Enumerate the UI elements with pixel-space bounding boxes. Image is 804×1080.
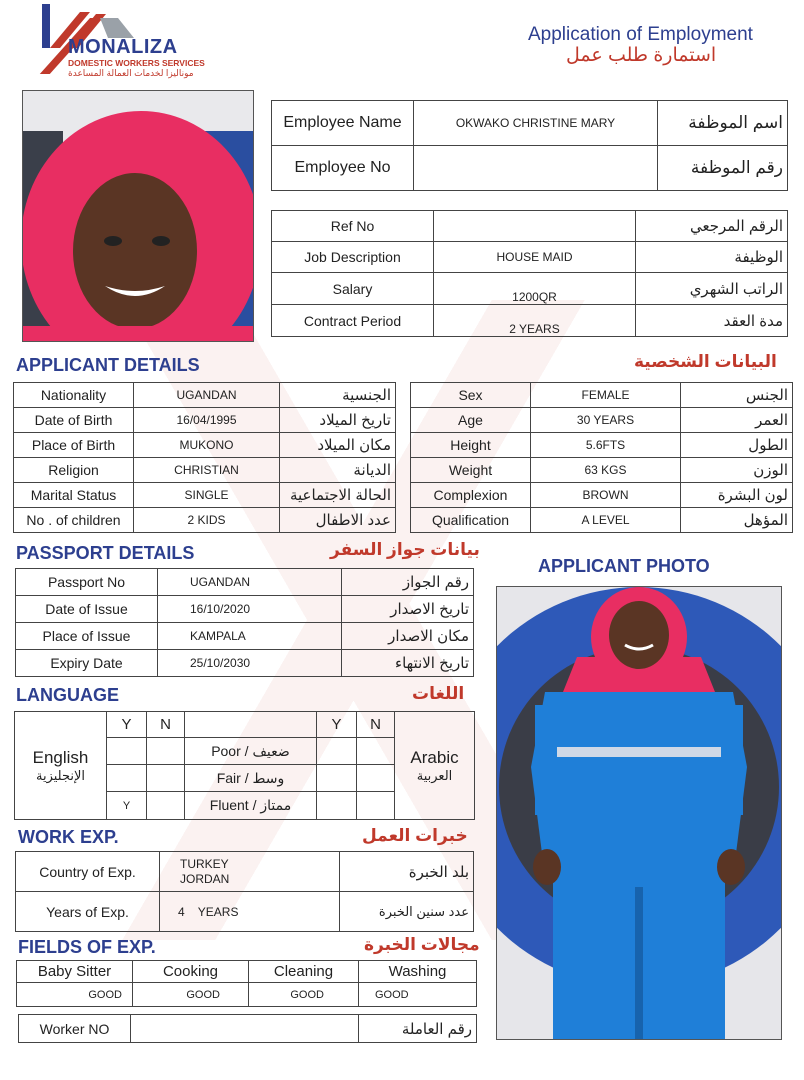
- field-washing-value: GOOD: [359, 983, 477, 1007]
- field-cleaning-value: GOOD: [249, 983, 359, 1007]
- field-baby-sitter-value: GOOD: [17, 983, 133, 1007]
- qualification-value: A LEVEL: [531, 508, 681, 533]
- english-fair-n: [147, 765, 185, 792]
- country-exp-value-2: JORDAN: [180, 871, 230, 886]
- english-fair-y: [107, 765, 147, 792]
- sex-value: FEMALE: [531, 383, 681, 408]
- height-arabic: الطول: [681, 433, 793, 458]
- religion-arabic: الديانة: [280, 458, 396, 483]
- brand-name: MONALIZA: [68, 36, 178, 58]
- fields-exp-table: [16, 960, 477, 1007]
- field-cooking-label: Cooking: [133, 961, 249, 983]
- employee-name-label: Employee Name: [272, 101, 414, 146]
- employee-table: [271, 100, 788, 191]
- age-arabic: العمر: [681, 408, 793, 433]
- job-description-label: Job Description: [272, 242, 434, 273]
- dob-arabic: تاريخ الميلاد: [280, 408, 396, 433]
- expiry-date-arabic: تاريخ الانتهاء: [342, 650, 474, 677]
- field-baby-sitter-label: Baby Sitter: [17, 961, 133, 983]
- job-description-arabic: الوظيفة: [636, 242, 788, 273]
- place-of-birth-label: Place of Birth: [14, 433, 134, 458]
- age-value: 30 YEARS: [531, 408, 681, 433]
- height-label: Height: [411, 433, 531, 458]
- passport-details-title: PASSPORT DETAILS: [16, 543, 195, 563]
- nationality-value: UGANDAN: [134, 383, 280, 408]
- worker-no-value: [131, 1015, 359, 1043]
- weight-label: Weight: [411, 458, 531, 483]
- complexion-label: Complexion: [411, 483, 531, 508]
- years-exp-arabic: عدد سنين الخبرة: [340, 892, 474, 932]
- arabic-y-header: Y: [317, 712, 357, 738]
- applicant-left-table: [13, 382, 396, 533]
- applicant-details-title-arabic: البيانات الشخصية: [634, 352, 777, 371]
- arabic-n-header: N: [357, 712, 395, 738]
- age-label: Age: [411, 408, 531, 433]
- work-exp-title: WORK EXP.: [18, 827, 119, 847]
- qualification-label: Qualification: [411, 508, 531, 533]
- employee-name-value: OKWAKO CHRISTINE MARY: [414, 101, 658, 146]
- worker-no-table: [18, 1014, 477, 1043]
- level-poor: Poor / ضعيف: [185, 738, 317, 765]
- fields-exp-title-arabic: مجالات الخبرة: [364, 935, 480, 954]
- applicant-details-title: APPLICANT DETAILS: [16, 355, 200, 375]
- dob-label: Date of Birth: [14, 408, 134, 433]
- english-fluent-n: [147, 792, 185, 820]
- nationality-arabic: الجنسية: [280, 383, 396, 408]
- weight-arabic: الوزن: [681, 458, 793, 483]
- place-of-birth-arabic: مكان الميلاد: [280, 433, 396, 458]
- language-table: [14, 711, 475, 820]
- children-arabic: عدد الاطفال: [280, 508, 396, 533]
- country-exp-label: Country of Exp.: [16, 852, 160, 892]
- expiry-date-label: Expiry Date: [16, 650, 158, 677]
- arabic-fluent-n: [357, 792, 395, 820]
- arabic-cell: [395, 712, 475, 820]
- applicant-portrait: [22, 90, 254, 342]
- applicant-photo-title: APPLICANT PHOTO: [538, 556, 710, 576]
- expiry-date-value: 25/10/2030: [158, 650, 342, 677]
- work-exp-table: [15, 851, 474, 932]
- contract-period-label: Contract Period: [272, 305, 434, 337]
- sex-arabic: الجنس: [681, 383, 793, 408]
- religion-label: Religion: [14, 458, 134, 483]
- country-exp-arabic: بلد الخبرة: [340, 852, 474, 892]
- job-description-value: HOUSE MAID: [434, 242, 636, 273]
- arabic-poor-y: [317, 738, 357, 765]
- level-fair: Fair / وسط: [185, 765, 317, 792]
- passport-no-label: Passport No: [16, 569, 158, 596]
- sex-label: Sex: [411, 383, 531, 408]
- dob-value: 16/04/1995: [134, 408, 280, 433]
- english-fluent-y: Y: [107, 792, 147, 820]
- english-arabic: الإنجليزية: [35, 767, 86, 783]
- salary-value: 1200QR: [434, 273, 636, 305]
- salary-arabic: الراتب الشهري: [636, 273, 788, 305]
- english-poor-n: [147, 738, 185, 765]
- marital-status-value: SINGLE: [134, 483, 280, 508]
- qualification-arabic: المؤهل: [681, 508, 793, 533]
- complexion-value: BROWN: [531, 483, 681, 508]
- employee-name-arabic: اسم الموظفة: [658, 101, 788, 146]
- country-exp-value-1: TURKEY: [180, 856, 229, 871]
- brand-subtitle: DOMESTIC WORKERS SERVICES: [68, 58, 205, 68]
- application-title-arabic: استمارة طلب عمل: [566, 45, 717, 66]
- applicant-full-photo: [496, 586, 782, 1040]
- english-poor-y: [107, 738, 147, 765]
- brand-arabic: موناليزا لخدمات العمالة المساعدة: [68, 68, 194, 78]
- applicant-right-table: [410, 382, 793, 533]
- ref-no-arabic: الرقم المرجعي: [636, 211, 788, 242]
- nationality-label: Nationality: [14, 383, 134, 408]
- level-fluent: Fluent / ممتاز: [185, 792, 317, 820]
- passport-details-title-arabic: بيانات جواز السفر: [330, 540, 480, 559]
- worker-no-arabic: رقم العاملة: [359, 1015, 477, 1043]
- place-of-issue-value: KAMPALA: [158, 623, 342, 650]
- english-label: English: [32, 747, 89, 767]
- field-cleaning-label: Cleaning: [249, 961, 359, 983]
- marital-status-label: Marital Status: [14, 483, 134, 508]
- date-of-issue-label: Date of Issue: [16, 596, 158, 623]
- ref-no-value: [434, 211, 636, 242]
- language-title-arabic: اللغات: [412, 684, 465, 703]
- level-header-blank: [185, 712, 317, 738]
- english-y-header: Y: [107, 712, 147, 738]
- passport-no-arabic: رقم الجواز: [342, 569, 474, 596]
- date-of-issue-value: 16/10/2020: [158, 596, 342, 623]
- employee-no-arabic: رقم الموظفة: [658, 146, 788, 191]
- contract-period-value: 2 YEARS: [434, 305, 636, 337]
- employee-no-value: [414, 146, 658, 191]
- height-value: 5.6FTS: [531, 433, 681, 458]
- field-cooking-value: GOOD: [133, 983, 249, 1007]
- country-exp-value: [160, 852, 340, 892]
- place-of-issue-label: Place of Issue: [16, 623, 158, 650]
- application-title: Application of Employment: [528, 24, 753, 45]
- work-exp-title-arabic: خبرات العمل: [362, 826, 468, 845]
- arabic-fair-y: [317, 765, 357, 792]
- arabic-fair-n: [357, 765, 395, 792]
- religion-value: CHRISTIAN: [134, 458, 280, 483]
- language-title: LANGUAGE: [16, 685, 119, 705]
- arabic-label: Arabic: [410, 747, 459, 767]
- children-value: 2 KIDS: [134, 508, 280, 533]
- employee-no-label: Employee No: [272, 146, 414, 191]
- complexion-arabic: لون البشرة: [681, 483, 793, 508]
- arabic-arabic: العربية: [416, 767, 453, 783]
- english-n-header: N: [147, 712, 185, 738]
- contract-period-arabic: مدة العقد: [636, 305, 788, 337]
- worker-no-label: Worker NO: [19, 1015, 131, 1043]
- date-of-issue-arabic: تاريخ الاصدار: [342, 596, 474, 623]
- passport-table: [15, 568, 474, 677]
- years-exp-value: 4 YEARS: [160, 892, 340, 932]
- arabic-poor-n: [357, 738, 395, 765]
- place-of-issue-arabic: مكان الاصدار: [342, 623, 474, 650]
- weight-value: 63 KGS: [531, 458, 681, 483]
- years-exp-label: Years of Exp.: [16, 892, 160, 932]
- ref-no-label: Ref No: [272, 211, 434, 242]
- passport-no-value: UGANDAN: [158, 569, 342, 596]
- place-of-birth-value: MUKONO: [134, 433, 280, 458]
- english-cell: [15, 712, 107, 820]
- children-label: No . of children: [14, 508, 134, 533]
- salary-label: Salary: [272, 273, 434, 305]
- field-washing-label: Washing: [359, 961, 477, 983]
- arabic-fluent-y: [317, 792, 357, 820]
- marital-status-arabic: الحالة الاجتماعية: [280, 483, 396, 508]
- fields-exp-title: FIELDS OF EXP.: [18, 937, 156, 957]
- job-table: [271, 210, 788, 337]
